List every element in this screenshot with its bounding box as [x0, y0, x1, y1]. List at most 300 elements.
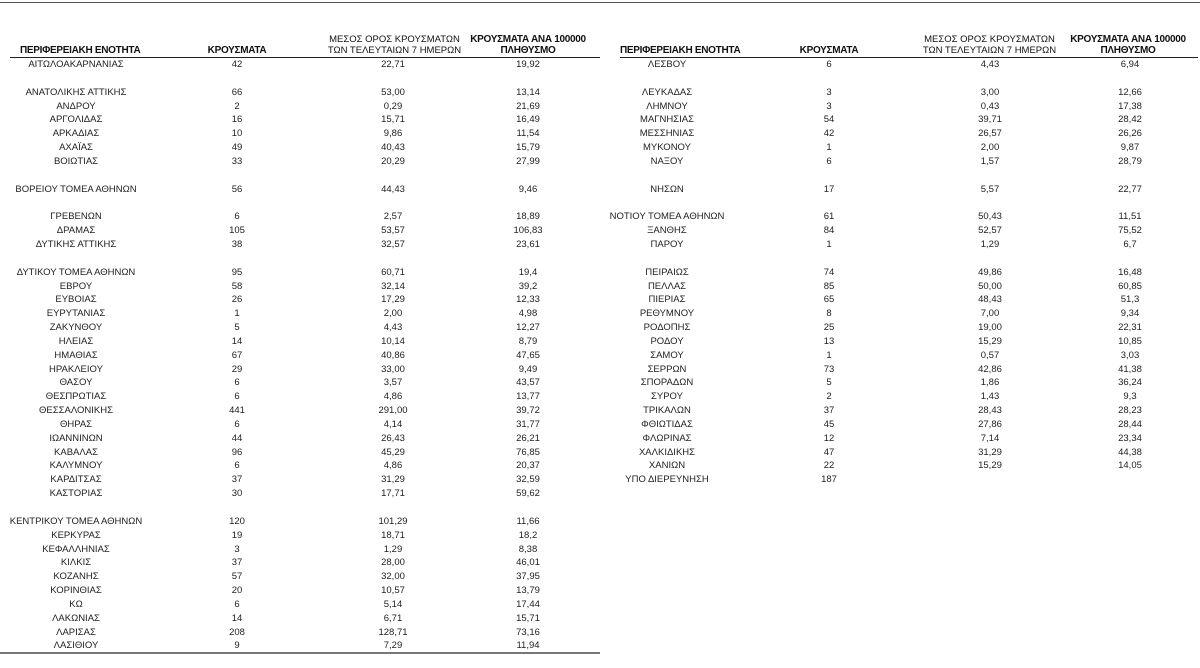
table-row	[600, 432, 1200, 446]
region-cell: ΓΡΕΒΕΝΩΝ	[50, 211, 102, 223]
per100k-cell: 32,59	[516, 474, 540, 486]
avg7-cell: 9,86	[383, 128, 403, 140]
per100k-cell: 8,79	[518, 335, 538, 347]
region-cell: ΒΟΙΩΤΙΑΣ	[53, 155, 99, 167]
cases-cell: 3	[234, 543, 240, 555]
table-row	[600, 141, 1200, 155]
region-cell: ΑΝΔΡΟΥ	[56, 100, 96, 112]
cases-cell: 37	[231, 557, 243, 569]
table-row	[0, 113, 600, 127]
region-cell: ΔΥΤΙΚΗΣ ΑΤΤΙΚΗΣ	[35, 238, 117, 250]
cases-cell: 74	[823, 266, 835, 278]
avg7-cell: 53,00	[381, 86, 405, 98]
avg7-cell: 0,43	[980, 100, 1000, 112]
header-cases: ΚΡΟΥΣΜΑΤΑ	[799, 45, 859, 56]
region-cell: ΥΠΟ ΔΙΕΡΕΥΝΗΣΗ	[625, 474, 709, 486]
per100k-cell: 23,34	[1118, 432, 1142, 444]
table-row	[0, 612, 600, 626]
table-row	[600, 307, 1200, 321]
cases-cell: 96	[231, 446, 243, 458]
table-row	[600, 390, 1200, 404]
header-per100k: ΚΡΟΥΣΜΑΤΑ ΑΝΑ 100000 ΠΛΗΘΥΣΜΟ	[1070, 34, 1186, 56]
table-row	[0, 418, 600, 432]
cases-cell: 12	[823, 432, 835, 444]
table-row	[600, 404, 1200, 418]
region-cell: ΘΑΣΟΥ	[59, 377, 93, 389]
per100k-cell: 39,2	[518, 280, 538, 292]
table-row	[0, 141, 600, 155]
table-row	[0, 293, 600, 307]
per100k-cell: 26,21	[516, 432, 540, 444]
cases-cell: 187	[821, 474, 837, 486]
per100k-cell: 28,42	[1118, 114, 1142, 126]
cases-cell: 6	[826, 155, 832, 167]
avg7-cell: 7,14	[980, 432, 1000, 444]
header-per100k: ΚΡΟΥΣΜΑΤΑ ΑΝΑ 100000 ΠΛΗΘΥΣΜΟ	[470, 34, 586, 56]
cases-cell: 208	[229, 626, 245, 638]
cases-cell: 65	[823, 294, 835, 306]
region-cell: ΣΕΡΡΩΝ	[647, 363, 687, 375]
per100k-cell: 39,72	[516, 405, 540, 417]
cases-cell: 58	[231, 280, 243, 292]
table-row	[0, 86, 600, 100]
region-cell: ΘΕΣΠΡΩΤΙΑΣ	[45, 391, 107, 403]
cases-cell: 25	[823, 322, 835, 334]
table-row	[0, 376, 600, 390]
table-row	[0, 58, 600, 72]
cases-cell: 57	[231, 571, 243, 583]
cases-cell: 42	[823, 128, 835, 140]
avg7-cell: 17,71	[381, 488, 405, 500]
region-cell: ΕΒΡΟΥ	[59, 280, 93, 292]
table-header	[10, 28, 600, 58]
header-region: ΠΕΡΙΦΕΡΕΙΑΚΗ ΕΝΟΤΗΤΑ	[20, 45, 141, 56]
avg7-cell: 50,00	[978, 280, 1002, 292]
cases-cell: 26	[231, 294, 243, 306]
header-avg7: ΜΕΣΟΣ ΟΡΟΣ ΚΡΟΥΣΜΑΤΩΝ ΤΩΝ ΤΕΛΕΥΤΑΙΩΝ 7 ΗΜΕΡΩΝ	[922, 34, 1057, 56]
avg7-cell: 101,29	[378, 515, 408, 527]
region-cell: ΝΟΤΙΟΥ ΤΟΜΕΑ ΑΘΗΝΩΝ	[609, 211, 725, 223]
table-row	[0, 487, 600, 501]
per100k-cell: 14,05	[1118, 460, 1142, 472]
per100k-cell: 43,57	[516, 377, 540, 389]
avg7-cell: 10,14	[381, 335, 405, 347]
per100k-cell: 28,44	[1118, 418, 1142, 430]
avg7-cell: 15,29	[978, 460, 1002, 472]
region-cell: ΛΑΚΩΝΙΑΣ	[52, 612, 100, 624]
avg7-cell: 1,43	[980, 391, 1000, 403]
per100k-cell: 60,85	[1118, 280, 1142, 292]
per100k-cell: 6,94	[1120, 59, 1140, 70]
cases-cell: 45	[823, 418, 835, 430]
region-cell: ΑΙΤΩΛΟΑΚΑΡΝΑΝΙΑΣ	[28, 59, 124, 70]
table-row	[0, 183, 600, 197]
avg7-cell: 128,71	[378, 626, 408, 638]
region-cell: ΞΑΝΘΗΣ	[647, 225, 687, 237]
per100k-cell: 13,79	[516, 585, 540, 597]
table-row	[0, 307, 600, 321]
region-cell: ΙΩΑΝΝΙΝΩΝ	[49, 432, 103, 444]
top-rule	[0, 2, 1200, 3]
table-row	[600, 293, 1200, 307]
region-cell: ΤΡΙΚΑΛΩΝ	[643, 405, 691, 417]
cases-cell: 67	[231, 349, 243, 361]
avg7-cell: 3,57	[383, 377, 403, 389]
cases-cell: 9	[234, 640, 240, 652]
region-cell: ΜΥΚΟΝΟΥ	[643, 142, 691, 154]
bottom-rule	[0, 652, 600, 654]
table-row	[0, 543, 600, 557]
region-cell: ΧΑΛΚΙΔΙΚΗΣ	[638, 446, 696, 458]
region-cell: ΝΑΞΟΥ	[650, 155, 684, 167]
cases-cell: 13	[823, 335, 835, 347]
table-row	[600, 280, 1200, 294]
per100k-cell: 22,77	[1118, 183, 1142, 195]
table-row	[600, 155, 1200, 169]
per100k-cell: 28,79	[1118, 155, 1142, 167]
cases-cell: 2	[826, 391, 832, 403]
per100k-cell: 15,79	[516, 142, 540, 154]
table-row	[0, 100, 600, 114]
per100k-cell: 12,66	[1118, 86, 1142, 98]
avg7-cell: 40,86	[381, 349, 405, 361]
region-cell: ΚΕΝΤΡΙΚΟΥ ΤΟΜΕΑ ΑΘΗΝΩΝ	[9, 515, 143, 527]
per100k-cell: 21,69	[516, 100, 540, 112]
cases-cell: 66	[231, 86, 243, 98]
per100k-cell: 41,38	[1118, 363, 1142, 375]
avg7-cell: 2,57	[383, 211, 403, 223]
region-cell: ΗΛΕΙΑΣ	[58, 335, 94, 347]
region-cell: ΒΟΡΕΙΟΥ ΤΟΜΕΑ ΑΘΗΝΩΝ	[15, 183, 137, 195]
avg7-cell: 39,71	[978, 114, 1002, 126]
table-row	[0, 335, 600, 349]
per100k-cell: 10,85	[1118, 335, 1142, 347]
avg7-cell: 7,29	[383, 640, 403, 652]
cases-cell: 1	[826, 238, 832, 250]
cases-cell: 3	[826, 86, 832, 98]
avg7-cell: 26,43	[381, 432, 405, 444]
avg7-cell: 53,57	[381, 225, 405, 237]
cases-cell: 5	[234, 322, 240, 334]
avg7-cell: 45,29	[381, 446, 405, 458]
region-cell: ΛΑΣΙΘΙΟΥ	[53, 640, 99, 652]
avg7-cell: 5,57	[980, 183, 1000, 195]
cases-cell: 47	[823, 446, 835, 458]
per100k-cell: 16,48	[1118, 266, 1142, 278]
cases-cell: 441	[229, 405, 245, 417]
cases-cell: 1	[826, 349, 832, 361]
avg7-cell: 5,14	[383, 598, 403, 610]
table-row	[0, 363, 600, 377]
avg7-cell: 7,00	[980, 308, 1000, 320]
per100k-cell: 9,49	[518, 363, 538, 375]
table-row	[600, 127, 1200, 141]
header-region: ΠΕΡΙΦΕΡΕΙΑΚΗ ΕΝΟΤΗΤΑ	[620, 45, 741, 56]
cases-cell: 17	[823, 183, 835, 195]
avg7-cell: 42,86	[978, 363, 1002, 375]
avg7-cell: 32,57	[381, 238, 405, 250]
table-row	[0, 432, 600, 446]
per100k-cell: 76,85	[516, 446, 540, 458]
cases-cell: 6	[826, 59, 832, 70]
avg7-cell: 1,57	[980, 155, 1000, 167]
avg7-cell: 28,43	[978, 405, 1002, 417]
cases-cell: 54	[823, 114, 835, 126]
region-cell: ΗΜΑΘΙΑΣ	[54, 349, 98, 361]
per100k-cell: 13,77	[516, 391, 540, 403]
per100k-cell: 12,27	[516, 322, 540, 334]
table-body	[0, 58, 600, 653]
region-cell: ΕΥΒΟΙΑΣ	[55, 294, 97, 306]
table-row	[0, 459, 600, 473]
cases-cell: 105	[229, 225, 245, 237]
table-row	[0, 584, 600, 598]
header-avg7: ΜΕΣΟΣ ΟΡΟΣ ΚΡΟΥΣΜΑΤΩΝ ΤΩΝ ΤΕΛΕΥΤΑΙΩΝ 7 ΗΜΕΡΩΝ	[327, 34, 462, 56]
region-cell: ΝΗΣΩΝ	[650, 183, 684, 195]
region-cell: ΜΕΣΣΗΝΙΑΣ	[639, 128, 695, 140]
table-row	[0, 280, 600, 294]
avg7-cell: 31,29	[978, 446, 1002, 458]
avg7-cell: 0,29	[383, 100, 403, 112]
cases-cell: 29	[231, 363, 243, 375]
avg7-cell: 19,00	[978, 322, 1002, 334]
table-row	[600, 183, 1200, 197]
avg7-cell: 40,43	[381, 142, 405, 154]
region-cell: ΔΥΤΙΚΟΥ ΤΟΜΕΑ ΑΘΗΝΩΝ	[16, 266, 136, 278]
table-row	[0, 598, 600, 612]
per100k-cell: 16,49	[516, 114, 540, 126]
cases-cell: 6	[234, 211, 240, 223]
table-row	[0, 473, 600, 487]
avg7-cell: 52,57	[978, 225, 1002, 237]
avg7-cell: 4,14	[383, 418, 403, 430]
per100k-cell: 9,46	[518, 183, 538, 195]
per100k-cell: 12,33	[516, 294, 540, 306]
avg7-cell: 1,29	[383, 543, 403, 555]
cases-cell: 44	[231, 432, 243, 444]
table-row	[600, 113, 1200, 127]
cases-cell: 33	[231, 155, 243, 167]
avg7-cell: 18,71	[381, 529, 405, 541]
avg7-cell: 33,00	[381, 363, 405, 375]
avg7-cell: 17,29	[381, 294, 405, 306]
table-row	[600, 335, 1200, 349]
table-row	[0, 349, 600, 363]
table-row	[600, 376, 1200, 390]
region-cell: ΗΡΑΚΛΕΙΟΥ	[49, 363, 103, 375]
cases-cell: 2	[234, 100, 240, 112]
region-cell: ΠΕΛΛΑΣ	[647, 280, 687, 292]
table-row	[600, 224, 1200, 238]
region-cell: ΚΑΛΥΜΝΟΥ	[49, 460, 103, 472]
table-row	[0, 446, 600, 460]
avg7-cell: 4,86	[383, 460, 403, 472]
cases-cell: 120	[229, 515, 245, 527]
table-row	[600, 210, 1200, 224]
cases-cell: 49	[231, 142, 243, 154]
region-cell: ΦΘΙΩΤΙΔΑΣ	[641, 418, 693, 430]
per100k-cell: 8,38	[518, 543, 538, 555]
region-cell: ΘΕΣΣΑΛΟΝΙΚΗΣ	[39, 405, 113, 417]
avg7-cell: 49,86	[978, 266, 1002, 278]
cases-cell: 61	[823, 211, 835, 223]
region-cell: ΛΑΡΙΣΑΣ	[56, 626, 96, 638]
region-cell: ΘΗΡΑΣ	[59, 418, 93, 430]
cases-cell: 16	[231, 114, 243, 126]
region-cell: ΣΥΡΟΥ	[651, 391, 683, 403]
avg7-cell: 291,00	[378, 405, 408, 417]
cases-cell: 6	[234, 418, 240, 430]
region-cell: ΣΠΟΡΑΔΩΝ	[640, 377, 694, 389]
region-cell: ΠΑΡΟΥ	[650, 238, 684, 250]
table-row	[600, 363, 1200, 377]
per100k-cell: 51,3	[1120, 294, 1140, 306]
per100k-cell: 19,92	[516, 59, 540, 70]
table-row	[0, 210, 600, 224]
per100k-cell: 28,23	[1118, 405, 1142, 417]
table-header	[620, 28, 1198, 58]
cases-cell: 3	[826, 100, 832, 112]
region-cell: ΑΧΑΪΑΣ	[59, 142, 93, 154]
per100k-cell: 13,14	[516, 86, 540, 98]
region-cell: ΛΕΣΒΟΥ	[647, 59, 687, 70]
table-row	[600, 58, 1200, 72]
per100k-cell: 31,77	[516, 418, 540, 430]
per100k-cell: 106,83	[513, 225, 543, 237]
table-row	[0, 155, 600, 169]
avg7-cell: 3,00	[980, 86, 1000, 98]
avg7-cell: 10,57	[381, 585, 405, 597]
table-row	[600, 418, 1200, 432]
cases-cell: 6	[234, 391, 240, 403]
cases-cell: 6	[234, 377, 240, 389]
avg7-cell: 22,71	[381, 59, 405, 70]
cases-cell: 14	[231, 612, 243, 624]
per100k-cell: 37,95	[516, 571, 540, 583]
per100k-cell: 26,26	[1118, 128, 1142, 140]
region-cell: ΔΡΑΜΑΣ	[56, 225, 96, 237]
per100k-cell: 36,24	[1118, 377, 1142, 389]
region-cell: ΚΕΦΑΛΛΗΝΙΑΣ	[42, 543, 110, 555]
table-row	[0, 556, 600, 570]
per100k-cell: 15,71	[516, 612, 540, 624]
table-row	[600, 459, 1200, 473]
avg7-cell: 60,71	[381, 266, 405, 278]
table-row	[0, 529, 600, 543]
table-row	[0, 238, 600, 252]
per100k-cell: 11,94	[516, 640, 540, 652]
cases-cell: 6	[234, 460, 240, 472]
region-cell: ΜΑΓΝΗΣΙΑΣ	[640, 114, 694, 126]
per100k-cell: 73,16	[516, 626, 540, 638]
avg7-cell: 20,29	[381, 155, 405, 167]
region-cell: ΡΕΘΥΜΝΟΥ	[639, 308, 695, 320]
per100k-cell: 4,98	[518, 308, 538, 320]
table-row	[0, 266, 600, 280]
region-cell: ΚΑΣΤΟΡΙΑΣ	[49, 488, 103, 500]
per100k-cell: 17,38	[1118, 100, 1142, 112]
table-row	[600, 266, 1200, 280]
avg7-cell: 1,29	[980, 238, 1000, 250]
table-row	[0, 390, 600, 404]
region-cell: ΖΑΚΥΝΘΟΥ	[49, 322, 103, 334]
table-row	[600, 238, 1200, 252]
table-row	[600, 446, 1200, 460]
cases-cell: 37	[231, 474, 243, 486]
cases-cell: 38	[231, 238, 243, 250]
table-row	[600, 473, 1200, 487]
avg7-cell: 6,71	[383, 612, 403, 624]
cases-cell: 20	[231, 585, 243, 597]
avg7-cell: 32,14	[381, 280, 405, 292]
cases-cell: 5	[826, 377, 832, 389]
per100k-cell: 9,87	[1120, 142, 1140, 154]
region-cell: ΚΙΛΚΙΣ	[60, 557, 92, 569]
table-row	[0, 224, 600, 238]
per100k-cell: 18,2	[518, 529, 538, 541]
per100k-cell: 59,62	[516, 488, 540, 500]
cases-cell: 8	[826, 308, 832, 320]
per100k-cell: 20,37	[516, 460, 540, 472]
avg7-cell: 28,00	[381, 557, 405, 569]
cases-cell: 56	[231, 183, 243, 195]
avg7-cell: 32,00	[381, 571, 405, 583]
avg7-cell: 2,00	[383, 308, 403, 320]
avg7-cell: 26,57	[978, 128, 1002, 140]
per100k-cell: 47,65	[516, 349, 540, 361]
per100k-cell: 46,01	[516, 557, 540, 569]
region-cell: ΧΑΝΙΩΝ	[648, 460, 686, 472]
region-cell: ΛΕΥΚΑΔΑΣ	[641, 86, 693, 98]
per100k-cell: 75,52	[1118, 225, 1142, 237]
region-cell: ΚΕΡΚΥΡΑΣ	[51, 529, 101, 541]
region-cell: ΑΡΚΑΔΙΑΣ	[52, 128, 100, 140]
per100k-cell: 17,44	[516, 598, 540, 610]
region-cell: ΚΑΡΔΙΤΣΑΣ	[50, 474, 102, 486]
avg7-cell: 4,43	[980, 59, 1000, 70]
table-body	[600, 58, 1200, 487]
cases-cell: 14	[231, 335, 243, 347]
cases-cell: 84	[823, 225, 835, 237]
per100k-cell: 11,66	[516, 515, 540, 527]
region-cell: ΚΟΡΙΝΘΙΑΣ	[50, 585, 102, 597]
per100k-cell: 18,89	[516, 211, 540, 223]
per100k-cell: 22,31	[1118, 322, 1142, 334]
table-row	[600, 100, 1200, 114]
region-cell: ΠΙΕΡΙΑΣ	[648, 294, 686, 306]
cases-cell: 30	[231, 488, 243, 500]
per100k-cell: 27,99	[516, 155, 540, 167]
cases-cell: 22	[823, 460, 835, 472]
table-row	[600, 349, 1200, 363]
table-row	[0, 570, 600, 584]
region-cell: ΣΑΜΟΥ	[650, 349, 684, 361]
region-cell: ΛΗΜΝΟΥ	[646, 100, 688, 112]
per100k-cell: 19,4	[518, 266, 538, 278]
region-cell: ΦΛΩΡΙΝΑΣ	[642, 432, 692, 444]
table-row	[0, 626, 600, 640]
cases-cell: 6	[234, 598, 240, 610]
region-cell: ΡΟΔΟΥ	[650, 335, 684, 347]
per100k-cell: 9,3	[1123, 391, 1137, 403]
per100k-cell: 9,34	[1120, 308, 1140, 320]
per100k-cell: 11,51	[1118, 211, 1142, 223]
cases-cell: 95	[231, 266, 243, 278]
cases-cell: 37	[823, 405, 835, 417]
avg7-cell: 27,86	[978, 418, 1002, 430]
region-cell: ΡΟΔΟΠΗΣ	[643, 322, 691, 334]
cases-cell: 73	[823, 363, 835, 375]
